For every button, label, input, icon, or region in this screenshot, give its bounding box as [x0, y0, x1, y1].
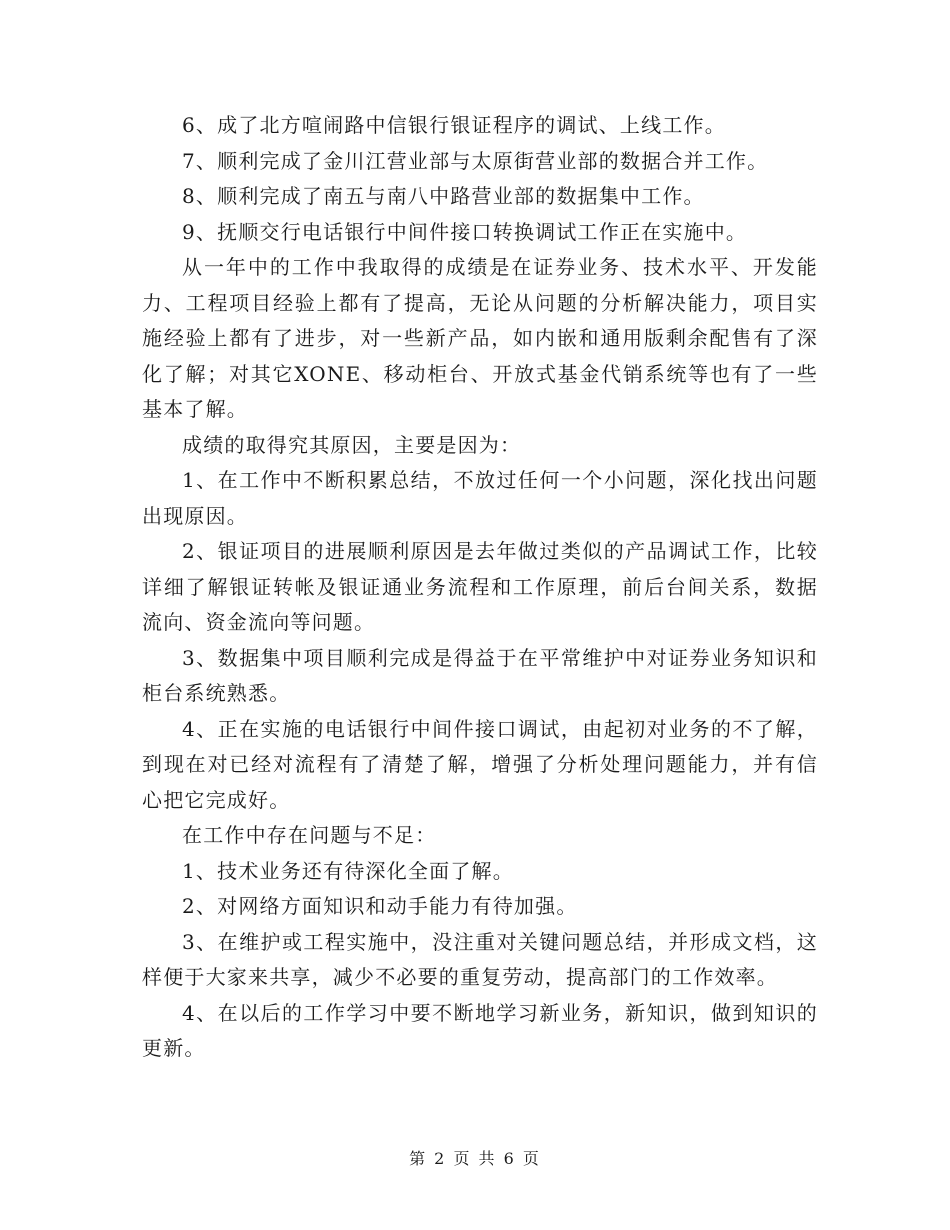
- page-footer: 第 2 页 共 6 页: [409, 1149, 541, 1168]
- paragraph-problem-3: 3、在维护或工程实施中，没注重对关键问题总结，并形成文档，这样便于大家来共享，减少不必要的重复劳动，提高部门的工作效率。: [142, 929, 818, 989]
- paragraph-item-8: 8、顺利完成了南五与南八中路营业部的数据集中工作。: [182, 184, 705, 208]
- paragraph-reason-1: 1、在工作中不断积累总结，不放过任何一个小问题，深化找出问题出现原因。: [142, 468, 818, 528]
- paragraph-item-7: 7、顺利完成了金川江营业部与太原街营业部的数据合并工作。: [182, 148, 769, 173]
- paragraph-reason-2: 2、银证项目的进展顺利原因是去年做过类似的产品调试工作，比较详细了解银证转帐及银证通业务流程和工作原理，前后台间关系，数据流向、资金流向等问题。: [142, 539, 818, 634]
- paragraph-problems-heading: 在工作中存在问题与不足：: [182, 823, 437, 847]
- paragraph-problem-2: 2、对网络方面知识和动手能力有待加强。: [182, 894, 578, 918]
- paragraph-item-6: 6、成了北方喧闹路中信银行银证程序的调试、上线工作。: [182, 113, 726, 137]
- paragraph-reasons-heading: 成绩的取得究其原因，主要是因为：: [182, 432, 522, 457]
- paragraph-problem-1: 1、技术业务还有待深化全面了解。: [182, 858, 514, 883]
- paragraph-item-9: 9、抚顺交行电话银行中间件接口转换调试工作正在实施中。: [182, 219, 748, 244]
- paragraph-achievements: 从一年中的工作中我取得的成绩是在证券业务、技术水平、开发能力、工程项目经验上都有了提高，无论从问题的分析解决能力，项目实施经验上都有了进步，对一些新产品，如内嵌和通用版剩余配售有了深化了解；对其它XONE、移动柜台、开放式基金代销系统等也有了一些基本了解。: [142, 255, 818, 421]
- paragraph-problem-4: 4、在以后的工作学习中要不断地学习新业务，新知识，做到知识的更新。: [142, 1000, 818, 1060]
- paragraph-reason-4: 4、正在实施的电话银行中间件接口调试，由起初对业务的不了解，到现在对已经对流程有了清楚了解，增强了分析处理问题能力，并有信心把它完成好。: [142, 716, 818, 812]
- document-body: [142, 108, 818, 1067]
- paragraph-reason-3: 3、数据集中项目顺利完成是得益于在平常维护中对证券业务知识和柜台系统熟悉。: [142, 645, 818, 705]
